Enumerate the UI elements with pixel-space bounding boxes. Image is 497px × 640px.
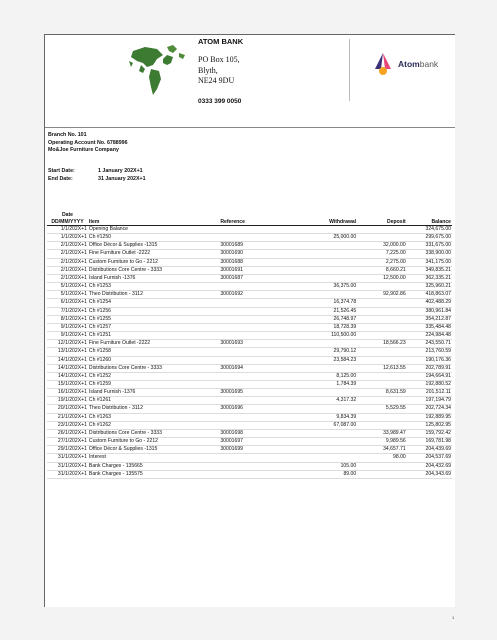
branch-number: Branch No. 101 [48,132,87,138]
cell-date: 26/1/202X+1 [57,429,87,436]
cell-balance: 125,802.95 [425,421,451,428]
cell-item: Ch #1250 [88,234,112,241]
cell-reference [219,234,286,242]
cell-reference [219,226,286,234]
cell-item: Fine Furniture Outlet -2222 [88,340,151,347]
table-row [47,397,452,405]
cell-item: Office Décor & Supplies -1315 [88,242,158,249]
col-header-balance: Balance [431,218,451,225]
cell-item: Ch #1259 [88,380,112,387]
table-row [47,470,452,478]
cell-deposit [357,356,407,364]
cell-item: Ch #1256 [88,307,112,314]
cell-balance: 192,889.95 [425,413,451,420]
cell-deposit: 8,631.59 [385,389,406,396]
transactions-table [47,212,452,479]
table-row [47,274,452,282]
cell-reference [219,348,286,356]
cell-reference: 30001695 [220,389,243,396]
cell-date: 31/1/202X+1 [57,462,87,469]
cell-balance: 341,175.00 [425,258,451,265]
cell-date: 5/1/202X+1 [60,283,87,290]
cell-deposit [357,226,407,234]
table-header-row [47,212,452,226]
cell-withdrawal [286,364,357,372]
cell-item: Interest [88,454,106,461]
cell-balance: 204,439.69 [425,446,451,453]
address-line: NE24 9DU [198,76,235,85]
cell-item: Theo Distribution - 3112 [88,291,143,298]
cell-withdrawal [286,438,357,446]
cell-withdrawal: 1,784.39 [336,380,357,387]
cell-date: 6/1/202X+1 [60,299,87,306]
cell-balance: 349,835.21 [425,266,451,273]
cell-date: 14/1/202X+1 [57,364,87,371]
cell-withdrawal: 4,317.32 [336,397,357,404]
cell-reference: 30001692 [220,291,243,298]
cell-item: Custom Furniture to Go - 2212 [88,258,159,265]
cell-reference [219,413,286,421]
cell-deposit [357,332,407,340]
cell-balance: 204,343.69 [425,470,451,477]
cell-withdrawal [286,250,357,258]
cell-withdrawal: 67,087.00 [333,421,357,428]
cell-deposit [357,380,407,388]
cell-item: Office Décor & Supplies -1315 [88,446,158,453]
col-header-reference: Reference [220,218,245,225]
cell-deposit: 98.00 [392,454,406,461]
cell-date: 16/1/202X+1 [57,389,87,396]
bank-name: ATOM BANK [198,37,244,46]
cell-deposit: 12,500.00 [383,274,406,281]
cell-deposit [357,372,407,380]
cell-deposit [357,348,407,356]
table-row [47,258,452,266]
cell-balance: 338,900.00 [425,250,451,257]
statement-header [45,35,455,128]
cell-withdrawal: 21,526.45 [333,307,357,314]
cell-deposit [357,470,407,478]
start-date-value: 1 January 202X+1 [98,168,143,174]
table-row [47,389,452,397]
cell-date: 31/1/202X+1 [57,470,87,477]
cell-date: 15/1/202X+1 [57,380,87,387]
cell-date: 19/1/202X+1 [57,397,87,404]
cell-balance: 224,984.48 [425,332,451,339]
table-row [47,364,452,372]
bank-address [198,55,240,87]
cell-reference [219,299,286,307]
cell-date: 2/1/202X+1 [60,242,87,249]
cell-withdrawal [286,242,357,250]
cell-item: Ch #1262 [88,421,112,428]
cell-reference [219,332,286,340]
col-header-item: Item [88,218,100,225]
cell-date: 1/1/202X+1 [60,226,87,232]
cell-deposit [357,413,407,421]
cell-date: 1/1/202X+1 [60,234,87,241]
table-row [47,356,452,364]
cell-date: 14/1/202X+1 [57,372,87,379]
table-row [47,413,452,421]
table-row [47,372,452,380]
cell-reference: 30001699 [220,446,243,453]
cell-balance: 331,675.00 [425,242,451,249]
page-marker: 1 [452,615,455,620]
cell-reference: 30001688 [220,258,243,265]
cell-item: Ch #1260 [88,356,112,363]
cell-balance: 299,675.00 [425,234,451,241]
table-row [47,315,452,323]
cell-date: 2/1/202X+1 [60,250,87,257]
cell-date: 2/1/202X+1 [60,266,87,273]
cell-item: Bank Charges - 135575 [88,470,143,477]
cell-reference: 30001689 [220,242,243,249]
address-line: PO Box 105, [198,55,240,64]
cell-deposit [357,421,407,429]
cell-reference: 30001691 [220,266,243,273]
cell-withdrawal [286,454,357,462]
cell-withdrawal [286,405,357,413]
cell-deposit: 12,613.55 [383,364,406,371]
cell-balance: 324,675.00 [425,226,451,232]
cell-balance: 213,760.59 [425,348,451,355]
table-row [47,283,452,291]
table-row [47,323,452,331]
cell-date: 29/1/202X+1 [57,446,87,453]
table-row [47,446,452,454]
cell-reference [219,323,286,331]
cell-item: Fine Furniture Outlet -2222 [88,250,151,257]
cell-reference: 30001694 [220,364,243,371]
cell-balance: 201,512.11 [425,389,451,396]
cell-item: Ch #1251 [88,332,112,339]
cell-item: Distributions Core Centre - 3333 [88,429,162,436]
cell-balance: 204,432.69 [425,462,451,469]
cell-deposit: 32,000.00 [383,242,406,249]
table-row [47,226,452,234]
cell-deposit [357,234,407,242]
statement-page [44,34,455,607]
cell-deposit: 33,989.47 [383,429,406,436]
cell-withdrawal [286,389,357,397]
cell-deposit: 18,566.23 [383,340,406,347]
col-header-date: Date DD/MM/YYYY [51,212,84,225]
cell-balance: 325,960.21 [425,283,451,290]
cell-withdrawal: 18,728.39 [333,323,357,330]
table-row [47,234,452,242]
cell-deposit: 8,660.21 [385,266,406,273]
cell-item: Ch #1253 [88,283,112,290]
cell-balance: 354,212.87 [425,315,451,322]
cell-balance: 362,335.21 [425,274,451,281]
cell-withdrawal: 25,000.00 [333,234,357,241]
table-row [47,421,452,429]
cell-balance: 202,724.34 [425,405,451,412]
cell-item: Ch #1252 [88,372,112,379]
table-row [47,266,452,274]
cell-withdrawal: 105.00 [340,462,357,469]
cell-balance: 159,792.42 [425,429,451,436]
table-row [47,250,452,258]
cell-withdrawal [286,340,357,348]
header-divider [349,39,350,101]
cell-reference [219,372,286,380]
cell-date: 2/1/202X+1 [60,274,87,281]
cell-date: 14/1/202X+1 [57,356,87,363]
cell-date: 13/1/202X+1 [57,348,87,355]
cell-withdrawal: 23,584.23 [333,356,357,363]
cell-balance: 335,484.48 [425,323,451,330]
cell-reference [219,283,286,291]
table-row [47,429,452,437]
cell-date: 2/1/202X+1 [60,258,87,265]
cell-deposit: 9,989.56 [385,438,406,445]
cell-deposit: 34,657.71 [383,446,406,453]
cell-balance: 380,961.84 [425,307,451,314]
cell-date: 7/1/202X+1 [60,307,87,314]
cell-date: 20/1/202X+1 [57,405,87,412]
cell-withdrawal: 8,125.00 [336,372,357,379]
cell-deposit [357,299,407,307]
cell-deposit [357,397,407,405]
cell-date: 31/1/202X+1 [57,454,87,461]
cell-item: Bank Charges - 135665 [88,462,143,469]
cell-item: Opening Balance [88,226,129,232]
cell-withdrawal [286,226,357,234]
cell-reference [219,470,286,478]
cell-reference: 30001696 [220,405,243,412]
table-row [47,454,452,462]
cell-withdrawal [286,266,357,274]
table-row [47,299,452,307]
cell-withdrawal: 16,374.78 [333,299,357,306]
logo-word-bank: bank [419,59,439,69]
statement-period [48,167,146,183]
cell-date: 21/1/202X+1 [57,413,87,420]
cell-item: Ch #1257 [88,323,112,330]
table-row [47,438,452,446]
cell-balance: 204,537.69 [425,454,451,461]
logo-wordmark [398,59,438,69]
cell-withdrawal [286,291,357,299]
start-date-label: Start Date: [48,168,75,174]
table-row [47,380,452,388]
world-map-icon [123,41,195,99]
cell-withdrawal: 29,790.12 [333,348,357,355]
table-row [47,405,452,413]
cell-balance: 197,194.79 [425,397,451,404]
col-header-withdrawal: Withdrawal [329,218,357,225]
cell-reference [219,356,286,364]
cell-balance: 402,488.29 [425,299,451,306]
cell-reference [219,380,286,388]
cell-date: 5/1/202X+1 [60,291,87,298]
cell-item: Ch #1263 [88,413,112,420]
cell-withdrawal [286,274,357,282]
cell-date: 9/1/202X+1 [60,332,87,339]
cell-reference [219,454,286,462]
cell-date: 8/1/202X+1 [60,315,87,322]
cell-item: Island Furnish -1376 [88,389,136,396]
cell-item: Ch #1255 [88,315,112,322]
cell-item: Distributions Core Centre - 3333 [88,266,162,273]
company-name: Mo&Joe Furniture Company [48,147,119,153]
cell-date: 9/1/202X+1 [60,323,87,330]
cell-item: Ch #1258 [88,348,112,355]
cell-withdrawal: 89.00 [343,470,357,477]
cell-balance: 190,176.36 [425,356,451,363]
cell-reference [219,307,286,315]
cell-withdrawal: 9,834.39 [336,413,357,420]
end-date-label: End Date: [48,176,73,182]
cell-withdrawal: 110,500.00 [331,332,357,339]
cell-item: Island Furnish -1376 [88,274,136,281]
cell-balance: 202,789.91 [425,364,451,371]
cell-deposit: 7,225.00 [385,250,406,257]
cell-reference: 30001687 [220,274,243,281]
cell-deposit [357,315,407,323]
table-row [47,348,452,356]
account-info [48,132,128,155]
cell-deposit [357,323,407,331]
col-header-deposit: Deposit [387,218,406,225]
cell-deposit [357,283,407,291]
cell-withdrawal [286,258,357,266]
cell-deposit: 2,275.00 [385,258,406,265]
logo-word-atom: Atom [398,59,420,69]
cell-withdrawal [286,429,357,437]
cell-balance: 192,880.52 [425,380,451,387]
cell-balance: 194,664.91 [425,372,451,379]
table-row [47,462,452,470]
operating-account: Operating Account No. 6788996 [48,139,128,146]
cell-item: Theo Distribution - 3112 [88,405,143,412]
address-line: Blyth, [198,65,218,75]
cell-reference [219,421,286,429]
cell-withdrawal: 36,375.00 [333,283,357,290]
cell-date: 23/1/202X+1 [57,421,87,428]
cell-reference [219,462,286,470]
cell-withdrawal: 26,748.97 [333,315,357,322]
table-row [47,291,452,299]
transactions-body [47,226,452,479]
cell-date: 12/1/202X+1 [57,340,87,347]
cell-reference [219,397,286,405]
cell-reference: 30001690 [220,250,243,257]
cell-withdrawal [286,446,357,454]
table-row [47,242,452,250]
cell-item: Distributions Core Centre - 3333 [88,364,162,371]
cell-balance: 418,863.07 [425,291,451,298]
cell-date: 27/1/202X+1 [57,438,87,445]
table-row [47,307,452,315]
cell-deposit [357,462,407,470]
cell-reference: 30001697 [220,438,243,445]
cell-reference [219,315,286,323]
bank-phone: 0333 399 0050 [198,98,242,105]
end-date-value: 31 January 202X+1 [98,176,146,182]
cell-deposit [357,307,407,315]
cell-reference: 30001698 [220,429,243,436]
cell-item: Ch #1254 [88,299,112,306]
table-row [47,332,452,340]
cell-reference: 30001693 [220,340,243,347]
cell-deposit: 5,529.55 [385,405,406,412]
table-row [47,340,452,348]
cell-item: Custom Furniture to Go - 2212 [88,438,159,445]
cell-balance: 243,550.71 [425,340,451,347]
cell-balance: 169,781.98 [425,438,451,445]
cell-deposit: 92,902.86 [383,291,406,298]
cell-item: Ch #1261 [88,397,112,404]
